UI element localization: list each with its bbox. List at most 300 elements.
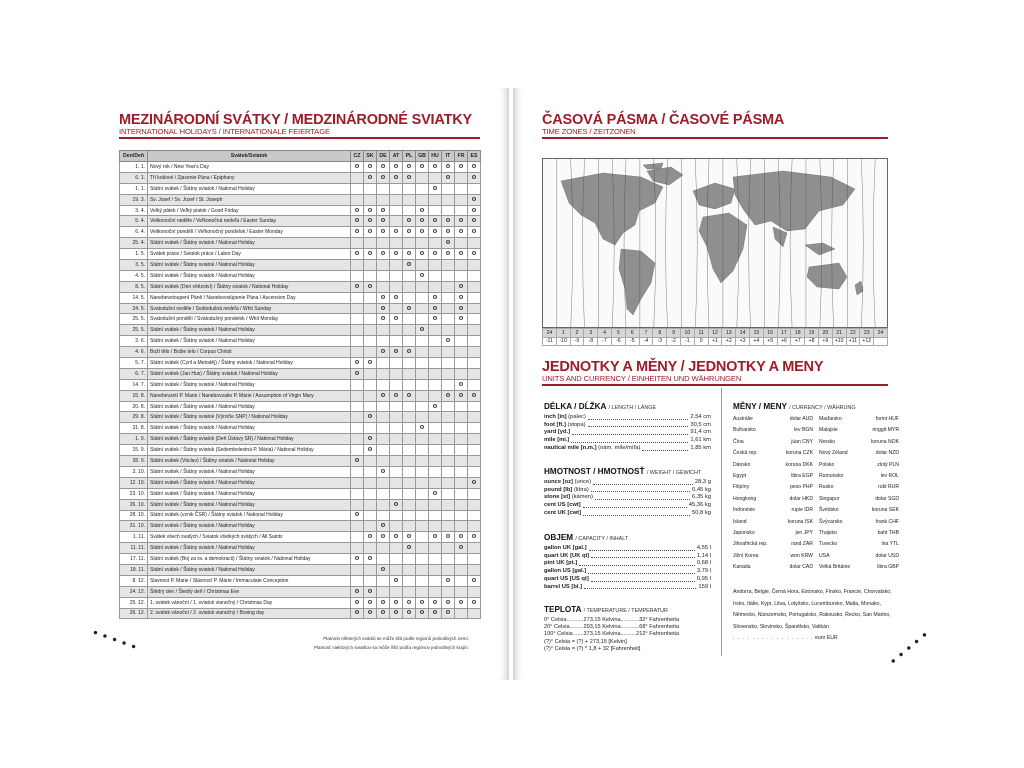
country-mark-icon: ʘ: [390, 347, 403, 358]
empty-cell: [390, 183, 403, 194]
empty-cell: [377, 379, 390, 390]
country-mark-icon: ʘ: [351, 586, 364, 597]
country-mark-icon: ʘ: [403, 172, 416, 183]
holiday-name: Státní svátek (Den vítězství) / Štátny sviatok / National Holiday: [148, 281, 351, 292]
empty-cell: [377, 434, 390, 445]
empty-cell: [455, 412, 468, 423]
country-mark-icon: ʘ: [377, 608, 390, 619]
currency-country: Čína: [733, 438, 744, 445]
tz-hour: 9: [667, 329, 681, 338]
country-mark-icon: ʘ: [416, 249, 429, 260]
country-mark-icon: ʘ: [390, 314, 403, 325]
holiday-name: Státní svátek / Štátny sviatok / National Holiday: [148, 423, 351, 434]
unit-name: cent US [cwt]: [544, 502, 581, 509]
country-mark-icon: ʘ: [351, 597, 364, 608]
country-mark-icon: ʘ: [429, 227, 442, 238]
table-row: [120, 412, 481, 423]
holiday-name: Státní svátek / Štátny sviatok / National Holiday: [148, 477, 351, 488]
holiday-date: 26. 10.: [120, 499, 148, 510]
holiday-date: 25. 12.: [120, 597, 148, 608]
currency-name: won KRW: [790, 552, 813, 559]
country-mark-icon: ʘ: [416, 597, 429, 608]
country-mark-icon: ʘ: [416, 608, 429, 619]
holiday-name: Velikonoční neděle / Veľkonočná nedeľa / Easter Sunday: [148, 216, 351, 227]
tz-offset: -5: [625, 337, 639, 346]
empty-cell: [442, 325, 455, 336]
table-header-row: [120, 151, 481, 162]
empty-cell: [416, 564, 429, 575]
table-row: [120, 238, 481, 249]
empty-cell: [429, 477, 442, 488]
tz-hour: 11: [694, 329, 708, 338]
empty-cell: [468, 347, 481, 358]
empty-cell: [455, 488, 468, 499]
empty-cell: [442, 554, 455, 565]
empty-cell: [377, 194, 390, 205]
empty-cell: [403, 270, 416, 281]
country-mark-icon: ʘ: [442, 249, 455, 260]
empty-cell: [390, 488, 403, 499]
holiday-date: 15. 8.: [120, 390, 148, 401]
tz-title-rule: [542, 137, 888, 139]
tz-offset: -6: [611, 337, 625, 346]
empty-cell: [390, 543, 403, 554]
empty-cell: [390, 238, 403, 249]
table-row: [120, 575, 481, 586]
country-mark-icon: ʘ: [468, 597, 481, 608]
empty-cell: [377, 412, 390, 423]
empty-cell: [429, 260, 442, 271]
tz-hour: 5: [611, 329, 625, 338]
currency-name: koruna ISK: [787, 518, 813, 525]
country-mark-icon: ʘ: [390, 597, 403, 608]
tz-hour: 7: [639, 329, 653, 338]
empty-cell: [351, 172, 364, 183]
empty-cell: [416, 347, 429, 358]
country-mark-icon: ʘ: [416, 270, 429, 281]
empty-cell: [390, 358, 403, 369]
empty-cell: [468, 238, 481, 249]
empty-cell: [390, 466, 403, 477]
unit-value: 30,5 cm: [690, 421, 711, 428]
empty-cell: [442, 543, 455, 554]
country-mark-icon: ʘ: [442, 238, 455, 249]
empty-cell: [455, 358, 468, 369]
currency-name: koruna SEK: [871, 507, 899, 514]
table-row: [120, 379, 481, 390]
empty-cell: [442, 466, 455, 477]
empty-cell: [455, 608, 468, 619]
country-mark-icon: ʘ: [468, 575, 481, 586]
empty-cell: [403, 238, 416, 249]
holiday-date: 6. 1.: [120, 172, 148, 183]
unit-name: inch [in]: [544, 414, 567, 420]
unit-local-name: (libra): [573, 486, 589, 493]
empty-cell: [468, 270, 481, 281]
table-row: [120, 499, 481, 510]
empty-cell: [455, 456, 468, 467]
country-mark-icon: ʘ: [429, 597, 442, 608]
empty-cell: [416, 586, 429, 597]
tz-hour: 1: [556, 329, 570, 338]
currency-name: lev ROL: [880, 473, 899, 480]
empty-cell: [468, 608, 481, 619]
country-mark-icon: ʘ: [390, 249, 403, 260]
currency-name: jen JPY: [795, 530, 813, 537]
country-mark-icon: ʘ: [364, 216, 377, 227]
holiday-name: Státní svátek / Štátny sviatok / National Holiday: [148, 564, 351, 575]
empty-cell: [403, 521, 416, 532]
empty-cell: [468, 314, 481, 325]
holiday-name: 2. svátek vánoční / 2. sviatok vianočný / Boxing day: [148, 608, 351, 619]
empty-cell: [403, 564, 416, 575]
table-row: [120, 445, 481, 456]
empty-cell: [416, 379, 429, 390]
currency-country: Austrálie: [733, 416, 753, 422]
empty-cell: [390, 303, 403, 314]
currency-country: Maďarsko: [819, 416, 842, 422]
empty-cell: [416, 314, 429, 325]
country-mark-icon: ʘ: [442, 608, 455, 619]
currency-row: [733, 414, 905, 425]
empty-cell: [416, 303, 429, 314]
empty-cell: [416, 172, 429, 183]
tz-hour: 2: [570, 329, 584, 338]
currency-country: Malajsie: [819, 427, 838, 434]
empty-cell: [429, 379, 442, 390]
empty-cell: [351, 194, 364, 205]
header-cell: IT: [442, 151, 455, 162]
temperature-row: 100° Celsia.......373,15 Kelvina..........212° Fahrenheita: [544, 631, 680, 638]
unit-name: pint UK [pt.]: [544, 560, 578, 567]
empty-cell: [351, 575, 364, 586]
currency-name: dolar CAD: [789, 564, 813, 571]
empty-cell: [390, 564, 403, 575]
country-mark-icon: ʘ: [377, 216, 390, 227]
currency-name: libra EGP: [791, 473, 813, 480]
empty-cell: [468, 434, 481, 445]
empty-cell: [429, 358, 442, 369]
country-mark-icon: ʘ: [455, 314, 468, 325]
empty-cell: [429, 390, 442, 401]
world-timezone-map: [542, 158, 888, 328]
unit-name: ounce [oz]: [544, 479, 573, 485]
unit-row: [544, 568, 711, 576]
tz-hour: 8: [653, 329, 667, 338]
tz-offset: +9: [818, 337, 832, 346]
empty-cell: [455, 554, 468, 565]
left-page: [103, 88, 509, 680]
unit-row: [544, 429, 711, 437]
empty-cell: [442, 379, 455, 390]
empty-cell: [403, 281, 416, 292]
empty-cell: [468, 336, 481, 347]
currency-name: baht THB: [877, 530, 899, 537]
unit-name: quart US [US qt]: [544, 575, 589, 582]
holiday-date: 17. 11.: [120, 554, 148, 565]
empty-cell: [377, 336, 390, 347]
table-row: [120, 423, 481, 434]
currency-name: lev BGN: [794, 427, 813, 434]
holiday-date: 3. 4.: [120, 205, 148, 216]
empty-cell: [364, 456, 377, 467]
tz-offset: -11: [543, 337, 557, 346]
empty-cell: [429, 172, 442, 183]
unit-value: 1,61 km: [690, 437, 711, 444]
empty-cell: [468, 412, 481, 423]
empty-cell: [468, 183, 481, 194]
table-row: [120, 183, 481, 194]
empty-cell: [377, 423, 390, 434]
units-title-rule: [542, 384, 888, 386]
empty-cell: [364, 510, 377, 521]
country-mark-icon: ʘ: [364, 162, 377, 173]
country-mark-icon: ʘ: [403, 608, 416, 619]
unit-local-name: (stopa): [567, 421, 586, 428]
volume-heading: OBJEM / CAPACITY / INHALT: [544, 533, 629, 542]
country-mark-icon: ʘ: [455, 379, 468, 390]
holiday-date: 5. 4.: [120, 216, 148, 227]
country-mark-icon: ʘ: [468, 227, 481, 238]
holiday-date: 11. 11.: [120, 543, 148, 554]
country-mark-icon: ʘ: [377, 564, 390, 575]
empty-cell: [403, 445, 416, 456]
empty-cell: [455, 564, 468, 575]
country-mark-icon: ʘ: [455, 303, 468, 314]
country-mark-icon: ʘ: [468, 477, 481, 488]
empty-cell: [442, 292, 455, 303]
euro-countries: Andorra, Belgie, Černá Hora, Estonsko, Finsko, Francie, Chorvatsko, Irsko, Itálie, Kypr, Litva, Lotyšsko, Lucembursko, Malta, Monako, Německo, Nizozemsko, Portugalsko, Rakousko, Řecko, San Marino, Slovensko, Slovinsko, Španělsko, Vatikán . . . . . . . . . . . . . . . . . euro EUR: [733, 589, 892, 641]
table-row: [120, 194, 481, 205]
tz-offset: -10: [556, 337, 570, 346]
currency-country: Jižní Korea: [733, 552, 759, 559]
currency-name: rubl RUR: [878, 484, 899, 491]
holiday-name: Státní svátek / Štátny sviatok (Výročie SNP) / National Holiday: [148, 412, 351, 423]
currency-country: Thajsko: [819, 530, 837, 537]
country-mark-icon: ʘ: [403, 249, 416, 260]
unit-row: [544, 487, 711, 495]
country-mark-icon: ʘ: [403, 597, 416, 608]
empty-cell: [442, 194, 455, 205]
empty-cell: [364, 347, 377, 358]
empty-cell: [403, 586, 416, 597]
tz-hour-row: [543, 329, 888, 338]
empty-cell: [390, 586, 403, 597]
empty-cell: [455, 194, 468, 205]
holiday-name: Státní svátek (vznik ČSR) / Štátny sviatok / National Holiday: [148, 510, 351, 521]
unit-value: 159 l: [698, 583, 711, 590]
holiday-date: 28. 9.: [120, 456, 148, 467]
empty-cell: [403, 412, 416, 423]
currency-country: Česká rep.: [733, 450, 758, 457]
empty-cell: [442, 412, 455, 423]
currency-row: [733, 448, 905, 459]
empty-cell: [390, 510, 403, 521]
empty-cell: [429, 281, 442, 292]
country-mark-icon: ʘ: [377, 314, 390, 325]
country-mark-icon: ʘ: [468, 205, 481, 216]
holiday-date: 25. 4.: [120, 238, 148, 249]
empty-cell: [390, 205, 403, 216]
holidays-subtitle: INTERNATIONAL HOLIDAYS / INTERNATIONALE FEIERTAGE: [119, 127, 330, 136]
tz-hour: 14: [736, 329, 750, 338]
country-mark-icon: ʘ: [403, 303, 416, 314]
unit-row: [544, 479, 711, 487]
holiday-date: 6. 4.: [120, 227, 148, 238]
empty-cell: [351, 488, 364, 499]
table-row: [120, 227, 481, 238]
unit-row: [544, 445, 711, 453]
unit-value: 3,79 l: [696, 568, 711, 575]
empty-cell: [429, 336, 442, 347]
empty-cell: [403, 477, 416, 488]
empty-cell: [364, 314, 377, 325]
currency-row: [733, 539, 905, 550]
empty-cell: [468, 260, 481, 271]
table-row: [120, 466, 481, 477]
empty-cell: [468, 456, 481, 467]
empty-cell: [377, 270, 390, 281]
empty-cell: [468, 488, 481, 499]
currency-row: [733, 528, 905, 539]
empty-cell: [416, 434, 429, 445]
empty-cell: [455, 325, 468, 336]
unit-row: [544, 584, 711, 592]
temperature-heading: TEPLOTA / TEMPERATURE / TEMPERATUR: [544, 605, 668, 614]
unit-name: cent UK [cwt]: [544, 509, 582, 516]
empty-cell: [429, 368, 442, 379]
country-mark-icon: ʘ: [468, 532, 481, 543]
unit-row: [544, 576, 711, 584]
table-row: [120, 292, 481, 303]
holiday-name: Státní svátek / Štátny sviatok (Sedembolestná P. Mária) / National Holiday: [148, 445, 351, 456]
holiday-date: 4. 5.: [120, 270, 148, 281]
holiday-name: Nanebevzetí P. Marie / Nanebovzatie P. Márie / Assumption of Virgin Mary: [148, 390, 351, 401]
tz-hour: 3: [584, 329, 598, 338]
tz-offset: +7: [791, 337, 805, 346]
unit-value: 0,95 l: [696, 575, 711, 582]
empty-cell: [403, 368, 416, 379]
unit-local-name: (nám. míle/míľa): [598, 444, 641, 451]
country-mark-icon: ʘ: [364, 597, 377, 608]
country-mark-icon: ʘ: [442, 390, 455, 401]
currency-name: libra GBP: [877, 564, 899, 571]
country-mark-icon: ʘ: [390, 499, 403, 510]
unit-name: nautical mile [n.m.]: [544, 444, 597, 451]
empty-cell: [377, 488, 390, 499]
country-mark-icon: ʘ: [377, 347, 390, 358]
timezone-offset-table: [542, 328, 888, 346]
empty-cell: [455, 499, 468, 510]
tz-hour: 12: [708, 329, 722, 338]
table-row: [120, 586, 481, 597]
empty-cell: [429, 270, 442, 281]
holiday-name: Státní svátek / Štátny sviatok / National Holiday: [148, 499, 351, 510]
empty-cell: [429, 412, 442, 423]
empty-cell: [455, 466, 468, 477]
empty-cell: [416, 368, 429, 379]
holiday-name: Státní svátek / Štátny sviatok / National Holiday: [148, 401, 351, 412]
holiday-date: 26. 12.: [120, 608, 148, 619]
country-mark-icon: ʘ: [377, 172, 390, 183]
empty-cell: [351, 412, 364, 423]
tz-hour: 24: [874, 329, 888, 338]
empty-cell: [455, 423, 468, 434]
empty-cell: [429, 445, 442, 456]
empty-cell: [403, 292, 416, 303]
empty-cell: [390, 336, 403, 347]
currency-name: koruna CZK: [785, 450, 813, 457]
empty-cell: [364, 477, 377, 488]
currency-name: jüan CNY: [791, 438, 813, 445]
currency-name: dolar SGD: [875, 495, 899, 502]
empty-cell: [455, 445, 468, 456]
currency-country: Nový Zéland: [819, 450, 848, 457]
empty-cell: [429, 510, 442, 521]
tz-hour: 21: [832, 329, 846, 338]
empty-cell: [442, 270, 455, 281]
empty-cell: [351, 314, 364, 325]
empty-cell: [364, 521, 377, 532]
empty-cell: [468, 379, 481, 390]
weight-list: [544, 479, 711, 518]
holiday-date: 31. 8.: [120, 423, 148, 434]
empty-cell: [468, 586, 481, 597]
empty-cell: [455, 434, 468, 445]
holiday-name: Státní svátek (Jan Hus) / Štátny sviatok / National Holiday: [148, 368, 351, 379]
country-mark-icon: ʘ: [364, 412, 377, 423]
currency-country: Jihoafrická rep.: [733, 541, 768, 548]
tz-offset: +5: [763, 337, 777, 346]
empty-cell: [403, 314, 416, 325]
holiday-name: Štědrý den / Štedrý deň / Christmas Eve: [148, 586, 351, 597]
empty-cell: [416, 521, 429, 532]
empty-cell: [416, 532, 429, 543]
holiday-name: Sv. Josef / Sv. Jozef / St. Joseph: [148, 194, 351, 205]
temperature-row: (?)° Celsia = (?) + 273,15 [Kelvin]: [544, 638, 627, 645]
holiday-date: 24. 5.: [120, 303, 148, 314]
tz-hour: 18: [791, 329, 805, 338]
currency-row: [733, 494, 905, 505]
world-map-icon: [543, 159, 888, 328]
country-mark-icon: ʘ: [364, 249, 377, 260]
empty-cell: [364, 303, 377, 314]
holiday-name: Státní svátek / Štátny sviatok / National Holiday: [148, 488, 351, 499]
empty-cell: [351, 336, 364, 347]
currency-row: [733, 425, 905, 436]
empty-cell: [364, 499, 377, 510]
table-row: [120, 358, 481, 369]
empty-cell: [416, 238, 429, 249]
country-mark-icon: ʘ: [442, 336, 455, 347]
empty-cell: [429, 434, 442, 445]
table-row: [120, 270, 481, 281]
empty-cell: [468, 543, 481, 554]
empty-cell: [364, 423, 377, 434]
table-row: [120, 554, 481, 565]
header-cell: PL: [403, 151, 416, 162]
currency-name: ringgit MYR: [872, 427, 899, 434]
unit-row: [544, 553, 711, 561]
country-mark-icon: ʘ: [429, 303, 442, 314]
tz-hour: 10: [680, 329, 694, 338]
empty-cell: [416, 554, 429, 565]
tz-hour: 24: [543, 329, 557, 338]
country-mark-icon: ʘ: [377, 162, 390, 173]
country-mark-icon: ʘ: [442, 575, 455, 586]
header-cell: AT: [390, 151, 403, 162]
country-mark-icon: ʘ: [468, 172, 481, 183]
